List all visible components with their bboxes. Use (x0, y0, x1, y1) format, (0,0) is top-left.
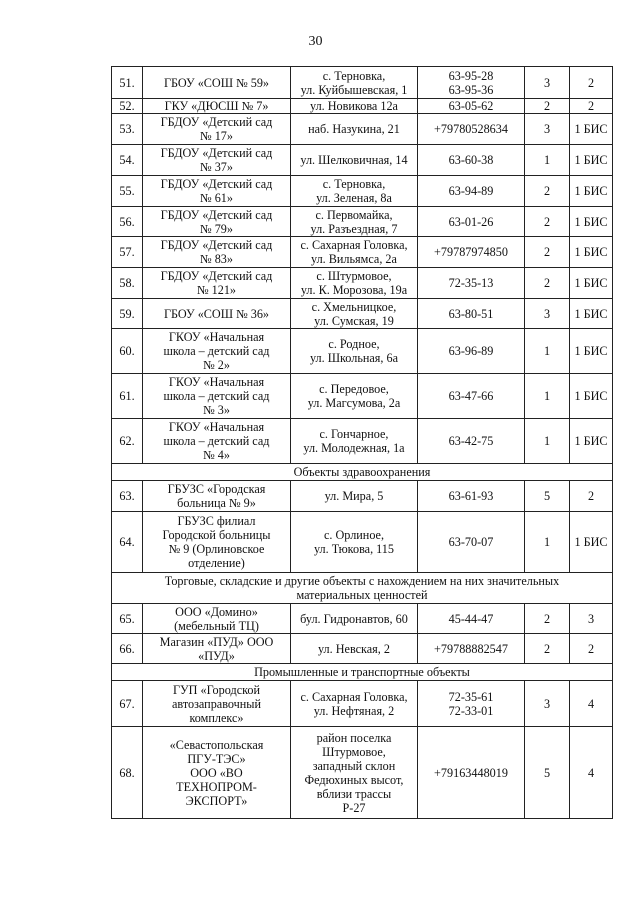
table-row (112, 512, 613, 573)
row-number-cell: 52. (112, 99, 143, 114)
section-title: Торговые, складские и другие объекты с нахождением на них значительных материальных ценностей (112, 573, 613, 604)
value-cell-5: 1 (525, 329, 570, 374)
value-cell-6: 1 БИС (570, 374, 613, 419)
address-cell: наб. Назукина, 21 (291, 114, 418, 145)
section-header-row (112, 464, 613, 481)
value-cell-5: 2 (525, 634, 570, 664)
organization-name-cell: ГБДОУ «Детский сад № 37» (143, 145, 291, 176)
value-cell-6: 3 (570, 604, 613, 634)
row-number-cell: 60. (112, 329, 143, 374)
value-cell-6: 1 БИС (570, 299, 613, 329)
objects-table (111, 66, 613, 819)
row-number-cell: 58. (112, 268, 143, 299)
row-number-cell: 54. (112, 145, 143, 176)
table-row (112, 207, 613, 237)
table-row (112, 299, 613, 329)
table-row (112, 681, 613, 727)
table-row (112, 329, 613, 374)
table-row (112, 145, 613, 176)
value-cell-5: 3 (525, 681, 570, 727)
address-cell: с. Орлиное, ул. Тюкова, 115 (291, 512, 418, 573)
value-cell-6: 1 БИС (570, 419, 613, 464)
value-cell-6: 2 (570, 67, 613, 99)
row-number-cell: 66. (112, 634, 143, 664)
address-cell: с. Хмельницкое, ул. Сумская, 19 (291, 299, 418, 329)
section-header-row (112, 664, 613, 681)
table-row (112, 634, 613, 664)
organization-name-cell: ГБДОУ «Детский сад № 61» (143, 176, 291, 207)
value-cell-5: 1 (525, 145, 570, 176)
phone-cell: 63-01-26 (418, 207, 525, 237)
address-cell: с. Первомайка, ул. Разъездная, 7 (291, 207, 418, 237)
organization-name-cell: ГУП «Городской автозаправочный комплекс» (143, 681, 291, 727)
row-number-cell: 63. (112, 481, 143, 512)
value-cell-6: 2 (570, 634, 613, 664)
value-cell-5: 5 (525, 727, 570, 819)
value-cell-5: 5 (525, 481, 570, 512)
phone-cell: 63-47-66 (418, 374, 525, 419)
row-number-cell: 68. (112, 727, 143, 819)
row-number-cell: 51. (112, 67, 143, 99)
phone-cell: 63-70-07 (418, 512, 525, 573)
value-cell-5: 3 (525, 114, 570, 145)
phone-cell: 63-80-51 (418, 299, 525, 329)
row-number-cell: 62. (112, 419, 143, 464)
phone-cell: 63-96-89 (418, 329, 525, 374)
table-row (112, 374, 613, 419)
row-number-cell: 53. (112, 114, 143, 145)
value-cell-5: 2 (525, 99, 570, 114)
value-cell-5: 2 (525, 207, 570, 237)
value-cell-6: 4 (570, 727, 613, 819)
phone-cell: +79163448019 (418, 727, 525, 819)
phone-cell: 63-94-89 (418, 176, 525, 207)
table-row (112, 727, 613, 819)
address-cell: с. Родное, ул. Школьная, 6а (291, 329, 418, 374)
phone-cell: 63-95-28 63-95-36 (418, 67, 525, 99)
table-row (112, 419, 613, 464)
section-title: Объекты здравоохранения (112, 464, 613, 481)
value-cell-6: 1 БИС (570, 512, 613, 573)
value-cell-5: 2 (525, 604, 570, 634)
organization-name-cell: ГКОУ «Начальная школа – детский сад № 3» (143, 374, 291, 419)
table-row (112, 67, 613, 99)
value-cell-6: 4 (570, 681, 613, 727)
address-cell: с. Передовое, ул. Магсумова, 2а (291, 374, 418, 419)
address-cell: ул. Невская, 2 (291, 634, 418, 664)
row-number-cell: 67. (112, 681, 143, 727)
value-cell-5: 3 (525, 67, 570, 99)
value-cell-5: 3 (525, 299, 570, 329)
table-row (112, 604, 613, 634)
organization-name-cell: ГБУЗС филиал Городской больницы № 9 (Орлиновское отделение) (143, 512, 291, 573)
table-row (112, 268, 613, 299)
address-cell: с. Сахарная Головка, ул. Вильямса, 2а (291, 237, 418, 268)
address-cell: ул. Мира, 5 (291, 481, 418, 512)
organization-name-cell: «Севастопольская ПГУ-ТЭС» ООО «ВО ТЕХНОПРОМ- ЭКСПОРТ» (143, 727, 291, 819)
value-cell-5: 2 (525, 237, 570, 268)
phone-cell: 63-61-93 (418, 481, 525, 512)
organization-name-cell: ГБДОУ «Детский сад № 121» (143, 268, 291, 299)
row-number-cell: 61. (112, 374, 143, 419)
phone-cell: 72-35-61 72-33-01 (418, 681, 525, 727)
organization-name-cell: ГБОУ «СОШ № 59» (143, 67, 291, 99)
page-number: 30 (308, 34, 323, 49)
table-row (112, 114, 613, 145)
table-row (112, 176, 613, 207)
organization-name-cell: ГБДОУ «Детский сад № 79» (143, 207, 291, 237)
address-cell: ул. Новикова 12а (291, 99, 418, 114)
value-cell-6: 1 БИС (570, 145, 613, 176)
organization-name-cell: ГБУЗС «Городская больница № 9» (143, 481, 291, 512)
phone-cell: 63-05-62 (418, 99, 525, 114)
address-cell: с. Гончарное, ул. Молодежная, 1а (291, 419, 418, 464)
address-cell: бул. Гидронавтов, 60 (291, 604, 418, 634)
value-cell-6: 2 (570, 99, 613, 114)
value-cell-6: 2 (570, 481, 613, 512)
organization-name-cell: ГБДОУ «Детский сад № 17» (143, 114, 291, 145)
value-cell-5: 1 (525, 419, 570, 464)
organization-name-cell: Магазин «ПУД» ООО «ПУД» (143, 634, 291, 664)
organization-name-cell: ГКОУ «Начальная школа – детский сад № 2» (143, 329, 291, 374)
address-cell: ул. Шелковичная, 14 (291, 145, 418, 176)
table-row (112, 481, 613, 512)
value-cell-6: 1 БИС (570, 237, 613, 268)
phone-cell: +79788882547 (418, 634, 525, 664)
organization-name-cell: ООО «Домино» (мебельный ТЦ) (143, 604, 291, 634)
value-cell-6: 1 БИС (570, 268, 613, 299)
address-cell: район поселка Штурмовое, западный склон Федюхиных высот, вблизи трассы Р-27 (291, 727, 418, 819)
section-header-row (112, 573, 613, 604)
row-number-cell: 59. (112, 299, 143, 329)
address-cell: с. Сахарная Головка, ул. Нефтяная, 2 (291, 681, 418, 727)
phone-cell: 72-35-13 (418, 268, 525, 299)
organization-name-cell: ГКУ «ДЮСШ № 7» (143, 99, 291, 114)
value-cell-6: 1 БИС (570, 114, 613, 145)
phone-cell: 63-60-38 (418, 145, 525, 176)
row-number-cell: 55. (112, 176, 143, 207)
row-number-cell: 56. (112, 207, 143, 237)
row-number-cell: 65. (112, 604, 143, 634)
organization-name-cell: ГБДОУ «Детский сад № 83» (143, 237, 291, 268)
table-row (112, 237, 613, 268)
phone-cell: +79787974850 (418, 237, 525, 268)
address-cell: с. Штурмовое, ул. К. Морозова, 19а (291, 268, 418, 299)
value-cell-6: 1 БИС (570, 176, 613, 207)
value-cell-5: 1 (525, 512, 570, 573)
phone-cell: 63-42-75 (418, 419, 525, 464)
address-cell: с. Терновка, ул. Зеленая, 8а (291, 176, 418, 207)
table-body (112, 67, 613, 819)
value-cell-5: 1 (525, 374, 570, 419)
address-cell: с. Терновка, ул. Куйбышевская, 1 (291, 67, 418, 99)
row-number-cell: 57. (112, 237, 143, 268)
organization-name-cell: ГКОУ «Начальная школа – детский сад № 4» (143, 419, 291, 464)
organization-name-cell: ГБОУ «СОШ № 36» (143, 299, 291, 329)
table-row (112, 99, 613, 114)
phone-cell: 45-44-47 (418, 604, 525, 634)
value-cell-5: 2 (525, 176, 570, 207)
value-cell-6: 1 БИС (570, 207, 613, 237)
value-cell-6: 1 БИС (570, 329, 613, 374)
value-cell-5: 2 (525, 268, 570, 299)
row-number-cell: 64. (112, 512, 143, 573)
section-title: Промышленные и транспортные объекты (112, 664, 613, 681)
phone-cell: +79780528634 (418, 114, 525, 145)
